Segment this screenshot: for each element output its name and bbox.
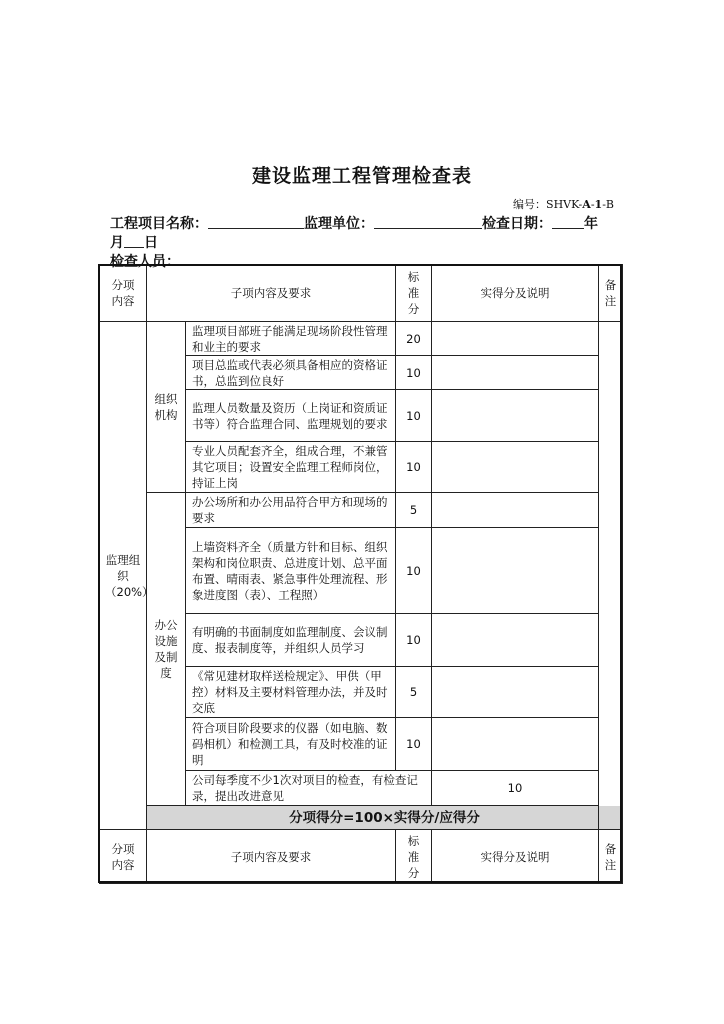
header-category: 分项内容 [100, 265, 147, 322]
month-field[interactable] [124, 234, 144, 248]
table-row [100, 322, 623, 356]
requirement-cell: 项目总监或代表必须具备相应的资格证书，总监到位良好 [186, 356, 396, 390]
supervision-unit-field[interactable] [374, 215, 482, 229]
standard-score-cell: 10 [432, 771, 599, 806]
actual-score-cell[interactable] [432, 718, 599, 771]
table-row [100, 493, 623, 528]
year-field[interactable] [552, 215, 584, 229]
table-header-row [100, 265, 623, 322]
remarks-cell[interactable] [599, 322, 623, 830]
standard-score-cell: 10 [396, 442, 432, 493]
inspection-table [99, 264, 623, 884]
page-title: 建设监理工程管理检查表 [251, 165, 472, 187]
standard-score-cell: 10 [396, 390, 432, 442]
standard-score-cell: 20 [396, 322, 432, 356]
section-supervision-org: 监理组织（20%） [100, 322, 147, 830]
requirement-cell: 《常见建材取样送检规定》、甲供（甲控）材料及主要材料管理办法，并及时交底 [186, 667, 396, 718]
standard-score-cell: 10 [396, 614, 432, 667]
requirement-cell: 办公场所和办公用品符合甲方和现场的要求 [186, 493, 396, 528]
header-actual-score: 实得分及说明 [432, 830, 599, 884]
score-formula-row [100, 806, 623, 830]
header-actual-score: 实得分及说明 [432, 265, 599, 322]
info-line-2 [110, 232, 158, 252]
check-date-label: 检查日期： [482, 216, 552, 232]
header-requirement: 子项内容及要求 [147, 830, 396, 884]
header-remarks: 备注 [599, 265, 623, 322]
header-remarks: 备注 [599, 830, 623, 884]
actual-score-cell[interactable] [432, 390, 599, 442]
actual-score-cell[interactable] [432, 493, 599, 528]
requirement-cell: 专业人员配套齐全，组成合理，不兼管其它项目；设置安全监理工程师岗位，持证上岗 [186, 442, 396, 493]
standard-score-cell: 10 [396, 528, 432, 614]
info-line-1 [110, 213, 598, 233]
header-standard-score: 标准分 [396, 265, 432, 322]
actual-score-cell[interactable] [432, 614, 599, 667]
requirement-cell: 公司每季度不少1次对项目的检查，有检查记录，提出改进意见 [186, 771, 432, 806]
requirement-cell: 上墙资料齐全（质量方针和目标、组织架构和岗位职责、总进度计划、总平面布置、晴雨表、紧急事件处理流程、形象进度图（表）、工程照） [186, 528, 396, 614]
standard-score-cell: 10 [396, 718, 432, 771]
header-standard-score: 标准分 [396, 830, 432, 884]
actual-score-cell[interactable] [432, 322, 599, 356]
standard-score-cell: 5 [396, 493, 432, 528]
month-label: 月 [110, 235, 124, 251]
day-label: 日 [144, 235, 158, 251]
score-formula: 分项得分=100×实得分/应得分 [147, 806, 623, 830]
requirement-cell: 有明确的书面制度如监理制度、会议制度、报表制度等，并组织人员学习 [186, 614, 396, 667]
table-header-row-repeat [100, 830, 623, 884]
actual-score-cell[interactable] [432, 356, 599, 390]
actual-score-cell[interactable] [432, 528, 599, 614]
supervision-unit-label: 监理单位： [304, 216, 374, 232]
requirement-cell: 监理项目部班子能满足现场阶段性管理和业主的要求 [186, 322, 396, 356]
actual-score-cell[interactable] [432, 442, 599, 493]
requirement-cell: 监理人员数量及资历（上岗证和资质证书等）符合监理合同、监理规划的要求 [186, 390, 396, 442]
project-name-field[interactable] [208, 215, 304, 229]
header-requirement: 子项内容及要求 [147, 265, 396, 322]
group-office: 办公设施及制度 [147, 493, 186, 806]
year-label: 年 [584, 216, 598, 232]
standard-score-cell: 10 [396, 356, 432, 390]
group-org: 组织机构 [147, 322, 186, 493]
requirement-cell: 符合项目阶段要求的仪器（如电脑、数码相机）和检测工具，有及时校准的证明 [186, 718, 396, 771]
header-category: 分项内容 [100, 830, 147, 884]
document-code: 编号：SHVK-A-1-B [513, 198, 614, 211]
inspector-label: 检查人员： [110, 254, 180, 270]
project-name-label: 工程项目名称： [110, 216, 208, 232]
standard-score-cell: 5 [396, 667, 432, 718]
actual-score-cell[interactable] [432, 667, 599, 718]
